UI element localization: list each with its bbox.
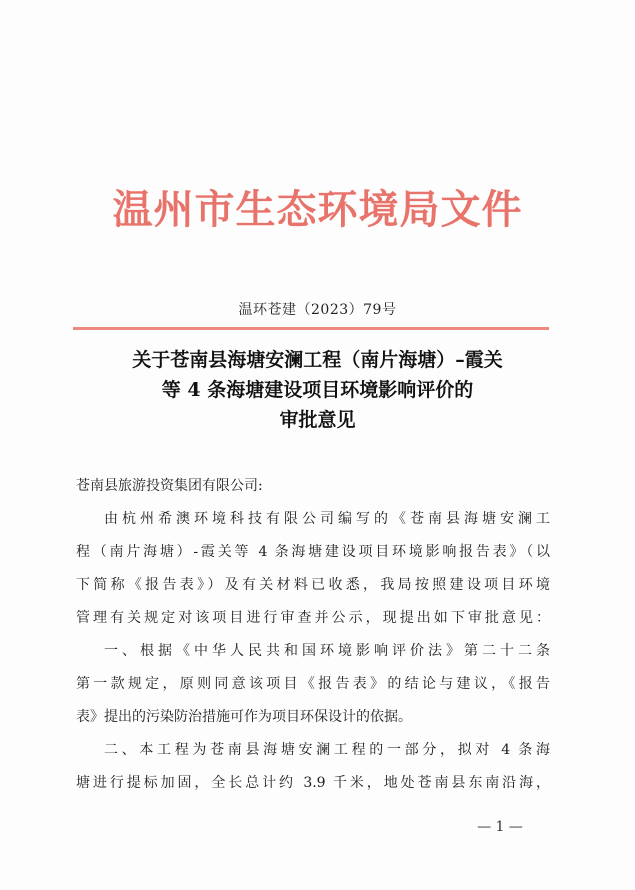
body-line-7: 表》提出的污染防治措施可作为项目环保设计的依据。 <box>76 709 412 725</box>
title-line-3: 审批意见 <box>279 409 356 431</box>
document-number: 温环苍建（2023）79号 <box>238 302 397 318</box>
title-line-1: 关于苍南县海塘安澜工程（南片海塘）–霞关 <box>132 349 503 371</box>
body-line-5: 一、根据《中华人民共和国环境影响评价法》第二十二条 <box>104 643 550 659</box>
body-line-1: 由杭州希澳环境科技有限公司编写的《苍南县海塘安澜工 <box>104 511 550 527</box>
addressee: 苍南县旅游投资集团有限公司: <box>76 478 263 494</box>
page-number: — 1 — <box>477 819 523 835</box>
body-line-8: 二、本工程为苍南县海塘安澜工程的一部分，拟对 4 条海 <box>104 742 550 758</box>
red-divider-line <box>73 327 549 330</box>
body-line-2: 程（南片海塘）-霞关等 4 条海塘建设项目环境影响报告表》（以 <box>76 544 550 560</box>
title-line-2: 等 4 条海塘建设项目环境影响评价的 <box>161 379 474 401</box>
body-line-4: 管理有关规定对该项目进行审查并公示，现提出如下审批意见： <box>76 610 550 626</box>
body-line-9: 塘进行提标加固，全长总计约 3.9 千米，地处苍南县东南沿海， <box>76 775 550 791</box>
document-body <box>76 470 550 800</box>
document-title <box>60 345 575 435</box>
body-line-6: 第一款规定，原则同意该项目《报告表》的结论与建议，《报告 <box>76 676 550 692</box>
body-line-3: 下简称《报告表》）及有关材料已收悉，我局按照建设项目环境 <box>76 577 550 593</box>
issuing-authority-header: 温州市生态环境局文件 <box>112 186 523 233</box>
